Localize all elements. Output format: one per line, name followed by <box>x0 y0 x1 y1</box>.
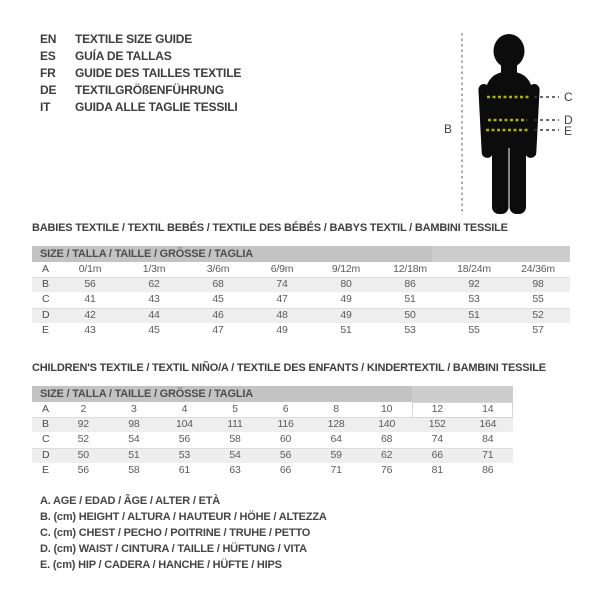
size-value: 56 <box>279 448 292 461</box>
size-value: 48 <box>276 308 288 321</box>
waist-label: D <box>564 113 573 127</box>
size-value: 61 <box>178 463 191 476</box>
size-value: 6 <box>282 403 289 415</box>
size-value: 71 <box>482 448 494 461</box>
row-label: D <box>42 448 50 461</box>
size-value: 51 <box>468 308 480 321</box>
size-value: 43 <box>84 323 96 336</box>
row-label: B <box>42 278 49 291</box>
child-silhouette-diagram <box>430 10 600 230</box>
size-value: 116 <box>277 418 294 431</box>
table-title: BABIES TEXTILE / TEXTIL BEBÉS / TEXTILE DES BÉBÉS / BABYS TEXTIL / BAMBINI TESSILE <box>32 222 508 234</box>
table-title: CHILDREN'S TEXTILE / TEXTIL NIÑO/A / TEXTILE DES ENFANTS / KINDERTEXTIL / BAMBINI TESSILE <box>32 362 546 374</box>
size-value: 92 <box>77 418 89 431</box>
size-value: 52 <box>532 308 544 321</box>
table-row <box>32 292 570 307</box>
size-value: 2 <box>80 403 87 415</box>
size-value: 49 <box>276 323 288 336</box>
row-label: B <box>42 418 49 431</box>
size-value: 76 <box>381 463 393 476</box>
size-value: 45 <box>148 323 160 336</box>
size-value: 5 <box>232 403 238 415</box>
size-value: 62 <box>381 448 393 461</box>
size-value: 45 <box>212 293 224 306</box>
language-code: IT <box>40 100 51 114</box>
legend-row: E. (cm) HIP / CADERA / HANCHE / HÜFTE / HIPS <box>40 559 282 571</box>
size-value: 47 <box>212 323 224 336</box>
size-value: 63 <box>229 463 241 476</box>
size-value: 54 <box>128 433 140 446</box>
size-value: 56 <box>77 463 89 476</box>
size-value: 12 <box>431 403 443 415</box>
table-size-header <box>32 386 513 402</box>
language-row <box>40 99 241 116</box>
size-value: 42 <box>84 308 96 321</box>
hip-label: E <box>564 124 573 138</box>
size-value: 24/36m <box>521 263 555 275</box>
size-value: 51 <box>340 323 352 336</box>
row-label: A <box>42 263 49 275</box>
size-value: 62 <box>148 278 160 291</box>
language-title: GUIDE DES TAILLES TEXTILE <box>75 66 242 80</box>
size-value: 98 <box>128 418 140 431</box>
child-silhouette-icon <box>430 10 600 230</box>
size-value: 57 <box>532 323 544 336</box>
size-value: 128 <box>327 418 345 431</box>
table-row <box>32 463 513 478</box>
size-value: 51 <box>128 448 140 461</box>
size-value: 3 <box>131 403 137 415</box>
size-value: 49 <box>340 293 352 306</box>
language-title: GUÍA DE TALLAS <box>75 49 172 63</box>
size-value: 8 <box>333 403 339 415</box>
table-size-header-label: SIZE / TALLA / TAILLE / GRÖSSE / TAGLIA <box>40 388 254 400</box>
size-value: 60 <box>279 433 292 446</box>
babies-size-table-section <box>32 221 570 338</box>
size-value: 58 <box>229 433 241 446</box>
size-value: 44 <box>148 308 160 321</box>
language-code: ES <box>40 49 56 63</box>
size-value: 50 <box>404 308 416 321</box>
table-row <box>32 417 513 432</box>
size-value: 92 <box>468 278 480 291</box>
chest-label: C <box>564 90 573 104</box>
size-value: 74 <box>276 278 288 291</box>
size-value: 104 <box>175 418 193 431</box>
measurement-legend <box>40 493 327 573</box>
size-value: 98 <box>532 278 544 291</box>
language-code: FR <box>40 66 56 80</box>
table-row <box>32 308 570 323</box>
size-value: 80 <box>340 278 352 291</box>
size-value: 111 <box>227 418 243 431</box>
size-value: 84 <box>482 433 494 446</box>
row-label: E <box>42 463 49 476</box>
size-value: 0/1m <box>78 263 102 275</box>
language-title: TEXTILGRÖßENFÜHRUNG <box>75 83 224 97</box>
size-value: 54 <box>229 448 241 461</box>
language-row <box>40 48 241 65</box>
language-code: DE <box>40 83 57 97</box>
table-size-header-label: SIZE / TALLA / TAILLE / GRÖSSE / TAGLIA <box>40 248 254 260</box>
size-value: 53 <box>178 448 191 461</box>
size-value: 10 <box>381 403 393 415</box>
size-value: 71 <box>330 463 342 476</box>
size-value: 43 <box>148 293 160 306</box>
size-value: 164 <box>479 418 497 431</box>
size-value: 64 <box>330 433 342 446</box>
legend-row: B. (cm) HEIGHT / ALTURA / HAUTEUR / HÖHE / ALTEZZA <box>40 511 327 523</box>
silhouette-shape <box>478 34 540 214</box>
size-value: 55 <box>532 293 544 306</box>
language-row <box>40 31 241 48</box>
size-value: 53 <box>404 323 416 336</box>
size-value: 66 <box>431 448 443 461</box>
table-row <box>32 323 570 338</box>
table-row <box>32 277 570 292</box>
language-title: GUIDA ALLE TAGLIE TESSILI <box>75 100 238 114</box>
size-value: 152 <box>428 418 446 431</box>
size-highlight-box <box>412 402 513 418</box>
size-value: 47 <box>276 293 288 306</box>
size-value: 51 <box>404 293 416 306</box>
row-label: C <box>42 293 50 306</box>
size-value: 4 <box>181 403 188 415</box>
size-value: 59 <box>330 448 342 461</box>
row-label: E <box>42 323 49 336</box>
language-row <box>40 65 241 82</box>
legend-row: D. (cm) WAIST / CINTURA / TAILLE / HÜFTUNG / VITA <box>40 543 307 555</box>
language-row <box>40 82 241 99</box>
legend-row: A. AGE / EDAD / ÂGE / ALTER / ETÀ <box>40 495 221 507</box>
language-code: EN <box>40 32 57 46</box>
size-value: 53 <box>468 293 480 306</box>
size-table <box>32 402 513 478</box>
row-label: D <box>42 308 50 321</box>
table-size-header <box>32 246 570 262</box>
size-value: 56 <box>178 433 191 446</box>
size-value: 18/24m <box>457 263 491 275</box>
size-value: 49 <box>340 308 352 321</box>
size-value: 68 <box>381 433 393 446</box>
size-value: 58 <box>128 463 140 476</box>
table-row <box>32 262 570 277</box>
header-light-overlay <box>412 386 513 402</box>
size-value: 140 <box>378 418 396 431</box>
size-value: 56 <box>84 278 96 291</box>
size-table <box>32 262 570 338</box>
size-value: 46 <box>212 308 224 321</box>
size-value: 50 <box>77 448 89 461</box>
size-value: 55 <box>468 323 480 336</box>
language-title: TEXTILE SIZE GUIDE <box>75 32 193 46</box>
size-value: 14 <box>482 403 494 415</box>
table-row <box>32 448 513 463</box>
size-value: 68 <box>212 278 224 291</box>
row-label: C <box>42 433 50 446</box>
size-value: 74 <box>431 433 443 446</box>
size-value: 1/3m <box>142 263 166 275</box>
legend-row: C. (cm) CHEST / PECHO / POITRINE / TRUHE / PETTO <box>40 527 311 539</box>
size-value: 3/6m <box>206 263 230 275</box>
children-size-table-section <box>32 361 546 478</box>
size-value: 41 <box>84 293 96 306</box>
size-value: 9/12m <box>331 263 361 275</box>
size-value: 52 <box>77 433 89 446</box>
size-value: 66 <box>279 463 292 476</box>
table-row <box>32 432 513 447</box>
height-label: B <box>444 122 453 136</box>
language-list <box>40 31 241 116</box>
size-value: 86 <box>482 463 494 476</box>
size-value: 6/9m <box>270 263 294 275</box>
row-label: A <box>42 403 49 415</box>
header-light-overlay <box>432 246 570 262</box>
size-value: 12/18m <box>393 263 427 275</box>
size-value: 81 <box>431 463 443 476</box>
size-value: 86 <box>404 278 416 291</box>
